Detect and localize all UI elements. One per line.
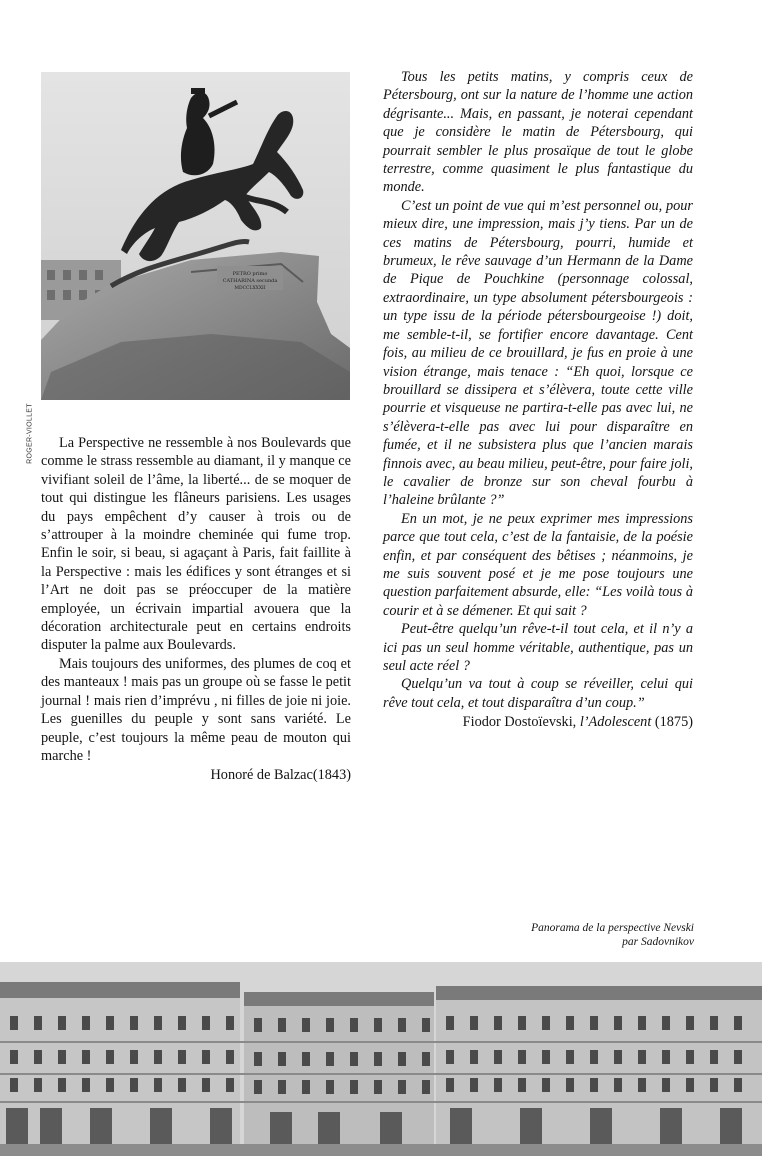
equestrian-statue-icon [41, 72, 350, 400]
statue-photo [41, 72, 350, 400]
panorama-buildings-icon [0, 962, 762, 1156]
panorama-image [0, 962, 762, 1156]
quote-paragraph: Peut-être quelqu’un rêve-t-il tout cela, et il n’y a ici pas un seul homme véritable, authentique, pas un seul acte réel ? [383, 621, 693, 674]
inscription-line: PETRO primo [232, 271, 268, 277]
quote-signature [383, 713, 693, 731]
photo-credit [22, 400, 38, 480]
quote-paragraph: En un mot, je ne peux exprimer mes impressions parce que tout cela, c’est de la fantaisie, de la poésie enfin, et par conséquent des bêtises ; néanmoins, je me suis souvent posé et je me pose toujours une question parfaitement absurde, elle: “Les voilà tous à courir et à se démener. Et qui sait ? [383, 510, 693, 619]
quote-paragraph: Quelqu’un va tout à coup se réveiller, celui qui rêve tout cela, et tout disparaîtra d’un coup.” [383, 676, 693, 711]
quote-signature: Honoré de Balzac(1843) [210, 767, 351, 784]
signature-year: (1875) [651, 714, 693, 731]
signature-author: Fiodor Dostoïevski, [462, 714, 580, 731]
balzac-quote [41, 434, 351, 785]
photo-credit-text: ROGER-VIOLLET [26, 403, 34, 464]
caption-line: par Sadovnikov [622, 936, 694, 948]
quote-paragraph: Tous les petits matins, y compris ceux de Pétersbourg, ont sur la nature de l’homme une action dégrisante... Mais, en passant, je noterai cependant que je considère le matin de Pétersbourg, qui pourrait sembler le plus prosaïque de tout le globe terrestre, comme quasiment le plus fantastique du monde. [383, 69, 693, 196]
caption-line: Panorama de la perspective Nevski [531, 922, 694, 934]
signature-work: l’Adolescent [579, 714, 652, 731]
inscription-line: MDCCLXXXII [234, 286, 266, 291]
dostoevsky-quote [383, 68, 693, 732]
quote-paragraph: Mais toujours des uniformes, des plumes de coq et des manteaux ! mais pas un groupe où se fasse le petit journal ! mais rien d’imprévu , ni filles de joie ni joie. Les guenilles du peuple y sont sans variété. Le peuple, c’est toujours la même peau de mouton qui marche ! [41, 655, 351, 764]
quote-paragraph: C’est un point de vue qui m’est personnel ou, pour mieux dire, une impression, mais j’y tiens. Par un de ces matins de Pétersbourg, pourri, humide et brumeux, le rêve sauvage d’un Hermann de la Dame de Pique de Pouchkine (personnage colossal, extraordinaire, un type absolument pétersbourgeois : un type issu de la période pétersbourgeoise !) doit, me semble-t-il, se fortifier encore davantage. Cent fois, au milieu de ce brouillard, je fus en proie à une vision étrange, mais tenace : “Eh quoi, lorsque ce brouillard se dissipera et s’élèvera, toute cette ville pourrie et visqueuse ne partira-t-elle pas avec lui, ne s’élèvera-t-elle pas avec lui pour disparaître en fumée, et il ne subsistera plus que l’ancien marais finnois avec, au beau milieu, peut-être, pour faire joli, le cavalier de bronze sur son cheval fourbu à l’haleine brûlante ?” [383, 197, 693, 509]
inscription-line: CATHARINA secunda [222, 278, 278, 284]
panorama-caption [434, 921, 694, 949]
quote-paragraph: La Perspective ne ressemble à nos Boulevards que comme le strass ressemble au diamant, il y manque ce vivifiant soleil de l’âme, la liberté... de se moquer de tout qui distingue les flâneurs parisiens. Les usages du pays empêchent d’y causer à trois ou de s’attrouper à la moindre cheminée qui fume trop. Enfin le soir, si beau, si agaçant à Paris, fait faillite à la Perspective : mais les édifices y sont étranges et si l’Art ne doit pas se préoccuper de la matière employée, un écrivain impartial avouera que la décoration architecturale peut en certains endroits disputer la palme aux Boulevards. [41, 435, 351, 654]
